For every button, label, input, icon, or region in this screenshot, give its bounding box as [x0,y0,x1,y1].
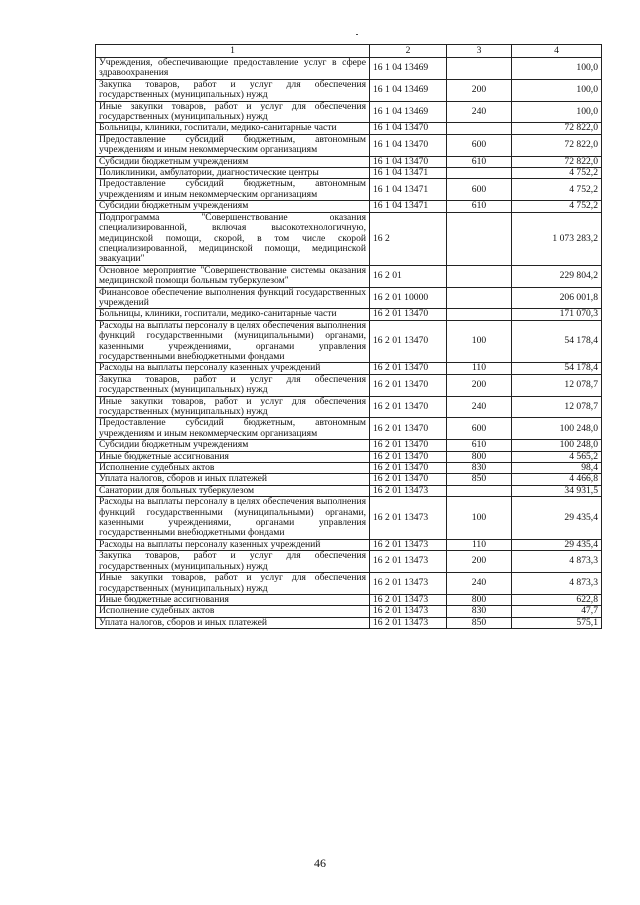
header-col-1: 1 [96,45,370,58]
table-row [96,418,602,440]
table-row [96,440,602,451]
row-amount: 1 073 283,2 [512,212,602,265]
table-row [96,212,602,265]
table-row [96,179,602,201]
table-row [96,309,602,320]
row-name: Уплата налогов, сборов и иных платежей [96,474,370,485]
row-amount: 206 001,8 [512,287,602,309]
row-type: 100 [447,497,512,540]
row-type: 110 [447,539,512,550]
row-type: 610 [447,201,512,212]
header-col-4: 4 [512,45,602,58]
table-row [96,606,602,617]
table-row [96,201,602,212]
row-name: Субсидии бюджетным учреждениям [96,440,370,451]
row-amount: 12 078,7 [512,374,602,396]
table-body [96,58,602,629]
row-name: Иные бюджетные ассигнования [96,594,370,605]
row-amount: 4 752,2 [512,179,602,201]
table-row [96,474,602,485]
row-type: 100 [447,320,512,363]
row-type [447,123,512,134]
row-type: 800 [447,594,512,605]
row-amount: 47,7 [512,606,602,617]
row-type [447,58,512,80]
table-row [96,497,602,540]
row-amount: 622,8 [512,594,602,605]
row-code: 16 2 01 13473 [370,539,447,550]
row-amount: 4 752,2 [512,201,602,212]
row-amount: 4 466,8 [512,474,602,485]
row-name: Расходы на выплаты персоналу казенных учреждений [96,539,370,550]
row-name: Больницы, клиники, госпитали, медико-санитарные части [96,309,370,320]
row-code: 16 2 [370,212,447,265]
row-type [447,485,512,496]
row-amount: 575,1 [512,617,602,628]
row-code: 16 2 01 10000 [370,287,447,309]
row-type: 200 [447,551,512,573]
row-name: Учреждения, обеспечивающие предоставление услуг в сфере здравоохранения [96,58,370,80]
row-amount: 72 822,0 [512,134,602,156]
row-type: 610 [447,440,512,451]
row-amount: 229 804,2 [512,265,602,287]
table-row [96,594,602,605]
table-row [96,134,602,156]
row-type: 610 [447,156,512,167]
row-code: 16 2 01 13470 [370,474,447,485]
table-row [96,123,602,134]
row-type: 600 [447,134,512,156]
row-name: Иные бюджетные ассигнования [96,451,370,462]
table-row [96,265,602,287]
row-code: 16 2 01 13473 [370,497,447,540]
row-name: Субсидии бюджетным учреждениям [96,156,370,167]
row-name: Предоставление субсидий бюджетным, автономным учреждениям и иным некоммерческим организациям [96,418,370,440]
row-type: 200 [447,374,512,396]
row-amount: 100,0 [512,101,602,123]
row-name: Субсидии бюджетным учреждениям [96,201,370,212]
row-code: 16 1 04 13469 [370,101,447,123]
row-code: 16 2 01 13470 [370,363,447,374]
row-type: 600 [447,179,512,201]
row-amount: 100 248,0 [512,418,602,440]
table-row [96,539,602,550]
row-name: Больницы, клиники, госпитали, медико-санитарные части [96,123,370,134]
row-code: 16 1 04 13471 [370,168,447,179]
row-amount: 4 752,2 [512,168,602,179]
row-type [447,212,512,265]
row-type [447,287,512,309]
row-amount: 4 565,2 [512,451,602,462]
header-col-2: 2 [370,45,447,58]
row-code: 16 2 01 13470 [370,463,447,474]
row-code: 16 2 01 [370,265,447,287]
row-code: 16 2 01 13470 [370,451,447,462]
row-name: Закупка товаров, работ и услуг для обеспечения государственных (муниципальных) нужд [96,551,370,573]
row-amount: 72 822,0 [512,123,602,134]
row-code: 16 2 01 13470 [370,440,447,451]
row-code: 16 2 01 13473 [370,594,447,605]
table-row [96,374,602,396]
row-code: 16 2 01 13470 [370,309,447,320]
row-code: 16 2 01 13473 [370,617,447,628]
table-row [96,451,602,462]
row-name: Предоставление субсидий бюджетным, автономным учреждениям и иным некоммерческим организациям [96,179,370,201]
row-amount: 100,0 [512,58,602,80]
header-col-3: 3 [447,45,512,58]
row-code: 16 2 01 13473 [370,573,447,595]
row-code: 16 2 01 13470 [370,418,447,440]
scan-mark [356,34,358,35]
table-row [96,617,602,628]
row-name: Расходы на выплаты персоналу казенных учреждений [96,363,370,374]
row-type: 600 [447,418,512,440]
row-type: 830 [447,606,512,617]
row-type: 110 [447,363,512,374]
page-number: 46 [314,856,326,870]
row-type [447,265,512,287]
row-code: 16 1 04 13470 [370,123,447,134]
row-amount: 4 873,3 [512,573,602,595]
row-type: 240 [447,396,512,418]
row-name: Иные закупки товаров, работ и услуг для обеспечения государственных (муниципальных) нужд [96,396,370,418]
row-code: 16 2 01 13473 [370,485,447,496]
row-name: Уплата налогов, сборов и иных платежей [96,617,370,628]
table-row [96,168,602,179]
row-type: 200 [447,79,512,101]
row-type: 240 [447,101,512,123]
row-amount: 171 070,3 [512,309,602,320]
table-row [96,573,602,595]
row-name: Санатории для больных туберкулезом [96,485,370,496]
row-code: 16 1 04 13470 [370,134,447,156]
row-amount: 98,4 [512,463,602,474]
row-amount: 4 873,3 [512,551,602,573]
row-amount: 72 822,0 [512,156,602,167]
row-amount: 100,0 [512,79,602,101]
row-code: 16 2 01 13470 [370,374,447,396]
row-type [447,309,512,320]
row-amount: 54 178,4 [512,363,602,374]
row-name: Исполнение судебных актов [96,606,370,617]
table-row [96,58,602,80]
row-amount: 29 435,4 [512,497,602,540]
row-type: 800 [447,451,512,462]
row-code: 16 1 04 13469 [370,79,447,101]
table-row [96,551,602,573]
row-code: 16 2 01 13473 [370,606,447,617]
table-row [96,396,602,418]
row-name: Иные закупки товаров, работ и услуг для обеспечения государственных (муниципальных) нужд [96,101,370,123]
table-row [96,485,602,496]
row-code: 16 1 04 13471 [370,201,447,212]
row-name: Основное мероприятие "Совершенствование системы оказания медицинской помощи больным туберкулезом" [96,265,370,287]
table-row [96,156,602,167]
row-name: Закупка товаров, работ и услуг для обеспечения государственных (муниципальных) нужд [96,374,370,396]
row-amount: 29 435,4 [512,539,602,550]
row-code: 16 2 01 13473 [370,551,447,573]
row-amount: 100 248,0 [512,440,602,451]
row-amount: 12 078,7 [512,396,602,418]
row-amount: 34 931,5 [512,485,602,496]
row-code: 16 1 04 13470 [370,156,447,167]
row-code: 16 1 04 13469 [370,58,447,80]
row-name: Финансовое обеспечение выполнения функций государственных учреждений [96,287,370,309]
row-type: 830 [447,463,512,474]
header-row [96,45,602,58]
row-code: 16 1 04 13471 [370,179,447,201]
row-type: 850 [447,474,512,485]
row-code: 16 2 01 13470 [370,320,447,363]
row-name: Закупка товаров, работ и услуг для обеспечения государственных (муниципальных) нужд [96,79,370,101]
row-name: Расходы на выплаты персоналу в целях обеспечения выполнения функций государственными (муниципальными) органами, казенными учреждениями, органами управления государственными внебюджетными фондами [96,497,370,540]
row-type [447,168,512,179]
table-row [96,463,602,474]
table-row [96,79,602,101]
row-name: Расходы на выплаты персоналу в целях обеспечения выполнения функций государственными (муниципальными) органами, казенными учреждениями, органами управления государственными внебюджетными фондами [96,320,370,363]
row-type: 240 [447,573,512,595]
table-row [96,320,602,363]
row-code: 16 2 01 13470 [370,396,447,418]
table-row [96,101,602,123]
row-type: 850 [447,617,512,628]
table-row [96,287,602,309]
row-name: Подпрограмма "Совершенствование оказания специализированной, включая высокотехнологичную, медицинской помощи, скорой, в том числе скорой специализированной, медицинской помощи, медицинской эвакуации" [96,212,370,265]
budget-table [95,44,602,629]
row-name: Иные закупки товаров, работ и услуг для обеспечения государственных (муниципальных) нужд [96,573,370,595]
row-name: Предоставление субсидий бюджетным, автономным учреждениям и иным некоммерческим организациям [96,134,370,156]
row-amount: 54 178,4 [512,320,602,363]
row-name: Исполнение судебных актов [96,463,370,474]
row-name: Поликлиники, амбулатории, диагностические центры [96,168,370,179]
table-row [96,363,602,374]
